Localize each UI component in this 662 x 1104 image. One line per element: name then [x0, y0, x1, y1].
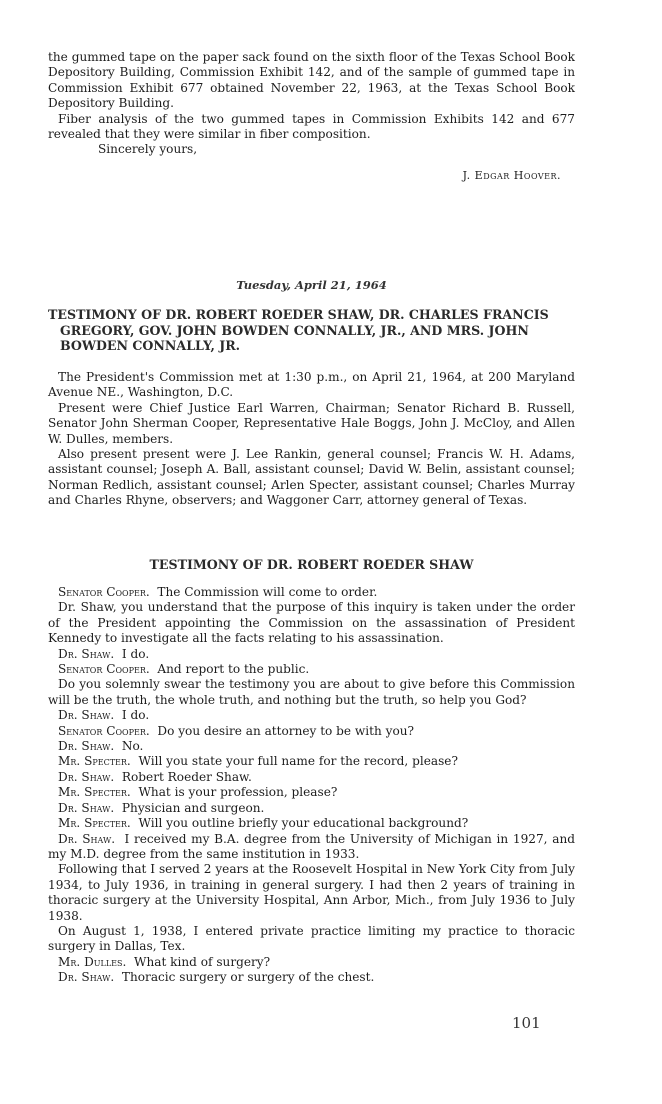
transcript-line [48, 770, 575, 785]
letter-paragraph: Fiber analysis of the two gummed tapes in Commission Exhibits 142 and 677 revealed that they were similar in fiber composition. [48, 111, 575, 142]
speaker-name: Dr. Shaw. [58, 708, 115, 723]
page-number: 101 [512, 1014, 541, 1032]
speech-text: On August 1, 1938, I entered private practice limiting my practice to thoracic surgery in Dallas, Tex. [48, 923, 575, 954]
session-paragraph: Present were Chief Justice Earl Warren, Chairman; Senator Richard B. Russell, Senator John Sherman Cooper, Representative Hale Boggs, John J. McCloy, and Allen W. Dulles, members. [48, 400, 575, 446]
speech-text: The Commission will come to order. [157, 585, 378, 599]
transcript-line [48, 816, 575, 831]
speech-text: Robert Roeder Shaw. [121, 769, 252, 784]
speech-text: And report to the public. [157, 662, 310, 677]
transcript-line [48, 724, 575, 739]
speaker-name: Senator Cooper. [58, 585, 150, 599]
transcript-line [48, 754, 575, 769]
transcript-line [48, 801, 575, 816]
speech-text: Thoracic surgery or surgery of the chest. [121, 970, 375, 985]
speech-text: Will you outline briefly your educational background? [138, 816, 469, 831]
transcript-line [48, 662, 575, 677]
session-paragraph: Also present present were J. Lee Rankin, general counsel; Francis W. H. Adams, assistant counsel; Joseph A. Ball, assistant counsel; David W. Belin, assistant counsel; Norman Redlich, assistant counsel; Arlen Specter, assistant counsel; Charles Murray and Charles Rhyne, observers; and Waggoner Carr, attorney general of Texas. [48, 447, 575, 508]
speaker-name: Dr. Shaw. [58, 831, 116, 846]
session-date: Tuesday, April 21, 1964 [236, 278, 387, 292]
transcript-line [48, 970, 575, 985]
speech-text: Following that I served 2 years at the Roosevelt Hospital in New York City from July 1934, to July 1936, in training in general surgery. I had then 2 years of training in thoracic surgery at the University Hospital, Ann Arbor, Mich., from July 1936 to July 1938. [48, 862, 575, 923]
speech-text: What kind of surgery? [134, 954, 271, 969]
testimony-sub-heading: TESTIMONY OF DR. ROBERT ROEDER SHAW [149, 557, 474, 572]
speech-text: I do. [121, 646, 150, 661]
transcript-line [48, 585, 575, 600]
transcript-line [48, 862, 575, 924]
session-paragraph: The President's Commission met at 1:30 p.m., on April 21, 1964, at 200 Maryland Avenue NE., Washington, D.C. [48, 370, 575, 400]
speech-text: Will you state your full name for the record, please? [138, 754, 458, 769]
letter-end [48, 50, 575, 183]
speaker-name: Dr. Shaw. [58, 739, 115, 754]
transcript-line [48, 708, 575, 723]
document-page [48, 50, 575, 985]
speech-text: I do. [121, 708, 150, 723]
transcript-line [48, 647, 575, 662]
speaker-name: Senator Cooper. [58, 723, 150, 738]
speaker-name: Mr. Specter. [58, 785, 131, 800]
speech-text: Dr. Shaw, you understand that the purpose of this inquiry is taken under the order of the President appointing the Commission on the assassination of President Kennedy to investigate all the facts relating to his assassination. [48, 600, 575, 646]
transcript-line [48, 832, 575, 863]
speaker-name: Mr. Dulles. [58, 954, 127, 969]
speech-text: I received my B.A. degree from the University of Michigan in 1927, and my M.D. degree from the same institution in 1933. [48, 831, 575, 861]
speaker-name: Mr. Specter. [58, 754, 131, 769]
letter-paragraph: the gummed tape on the paper sack found on the sixth floor of the Texas School Book Depository Building, Commission Exhibit 142, and of the sample of gummed tape in Commission Exhibit 677 obtained November 22, 1963, at the Texas School Book Depository Building. [48, 50, 575, 111]
transcript-line [48, 739, 575, 754]
transcript-line [48, 924, 575, 955]
letter-signature: J. Edgar Hoover. [462, 168, 561, 182]
speaker-name: Dr. Shaw. [58, 769, 115, 784]
speech-text: Do you solemnly swear the testimony you are about to give before this Commission will be the truth, the whole truth, and nothing but the truth, so help you God? [48, 677, 575, 707]
speech-text: No. [121, 739, 144, 754]
speaker-name: Dr. Shaw. [58, 646, 115, 661]
letter-closing: Sincerely yours, [98, 142, 198, 157]
speaker-name: Mr. Specter. [58, 816, 131, 831]
speaker-name: Dr. Shaw. [58, 800, 115, 815]
testimony-main-heading: TESTIMONY OF DR. ROBERT ROEDER SHAW, DR. CHARLES FRANCIS GREGORY, GOV. JOHN BOWDEN CONNALLY, JR., AND MRS. JOHN BOWDEN CONNALLY, JR. [48, 307, 549, 353]
transcript-line [48, 600, 575, 646]
testimony-transcript [48, 585, 575, 986]
session-info [48, 370, 575, 509]
transcript-line [48, 785, 575, 800]
speech-text: Do you desire an attorney to be with you? [157, 723, 415, 738]
speaker-name: Senator Cooper. [58, 662, 150, 677]
transcript-line [48, 677, 575, 708]
speaker-name: Dr. Shaw. [58, 970, 115, 985]
transcript-line [48, 955, 575, 970]
speech-text: What is your profession, please? [138, 785, 338, 800]
speech-text: Physician and surgeon. [121, 800, 265, 815]
